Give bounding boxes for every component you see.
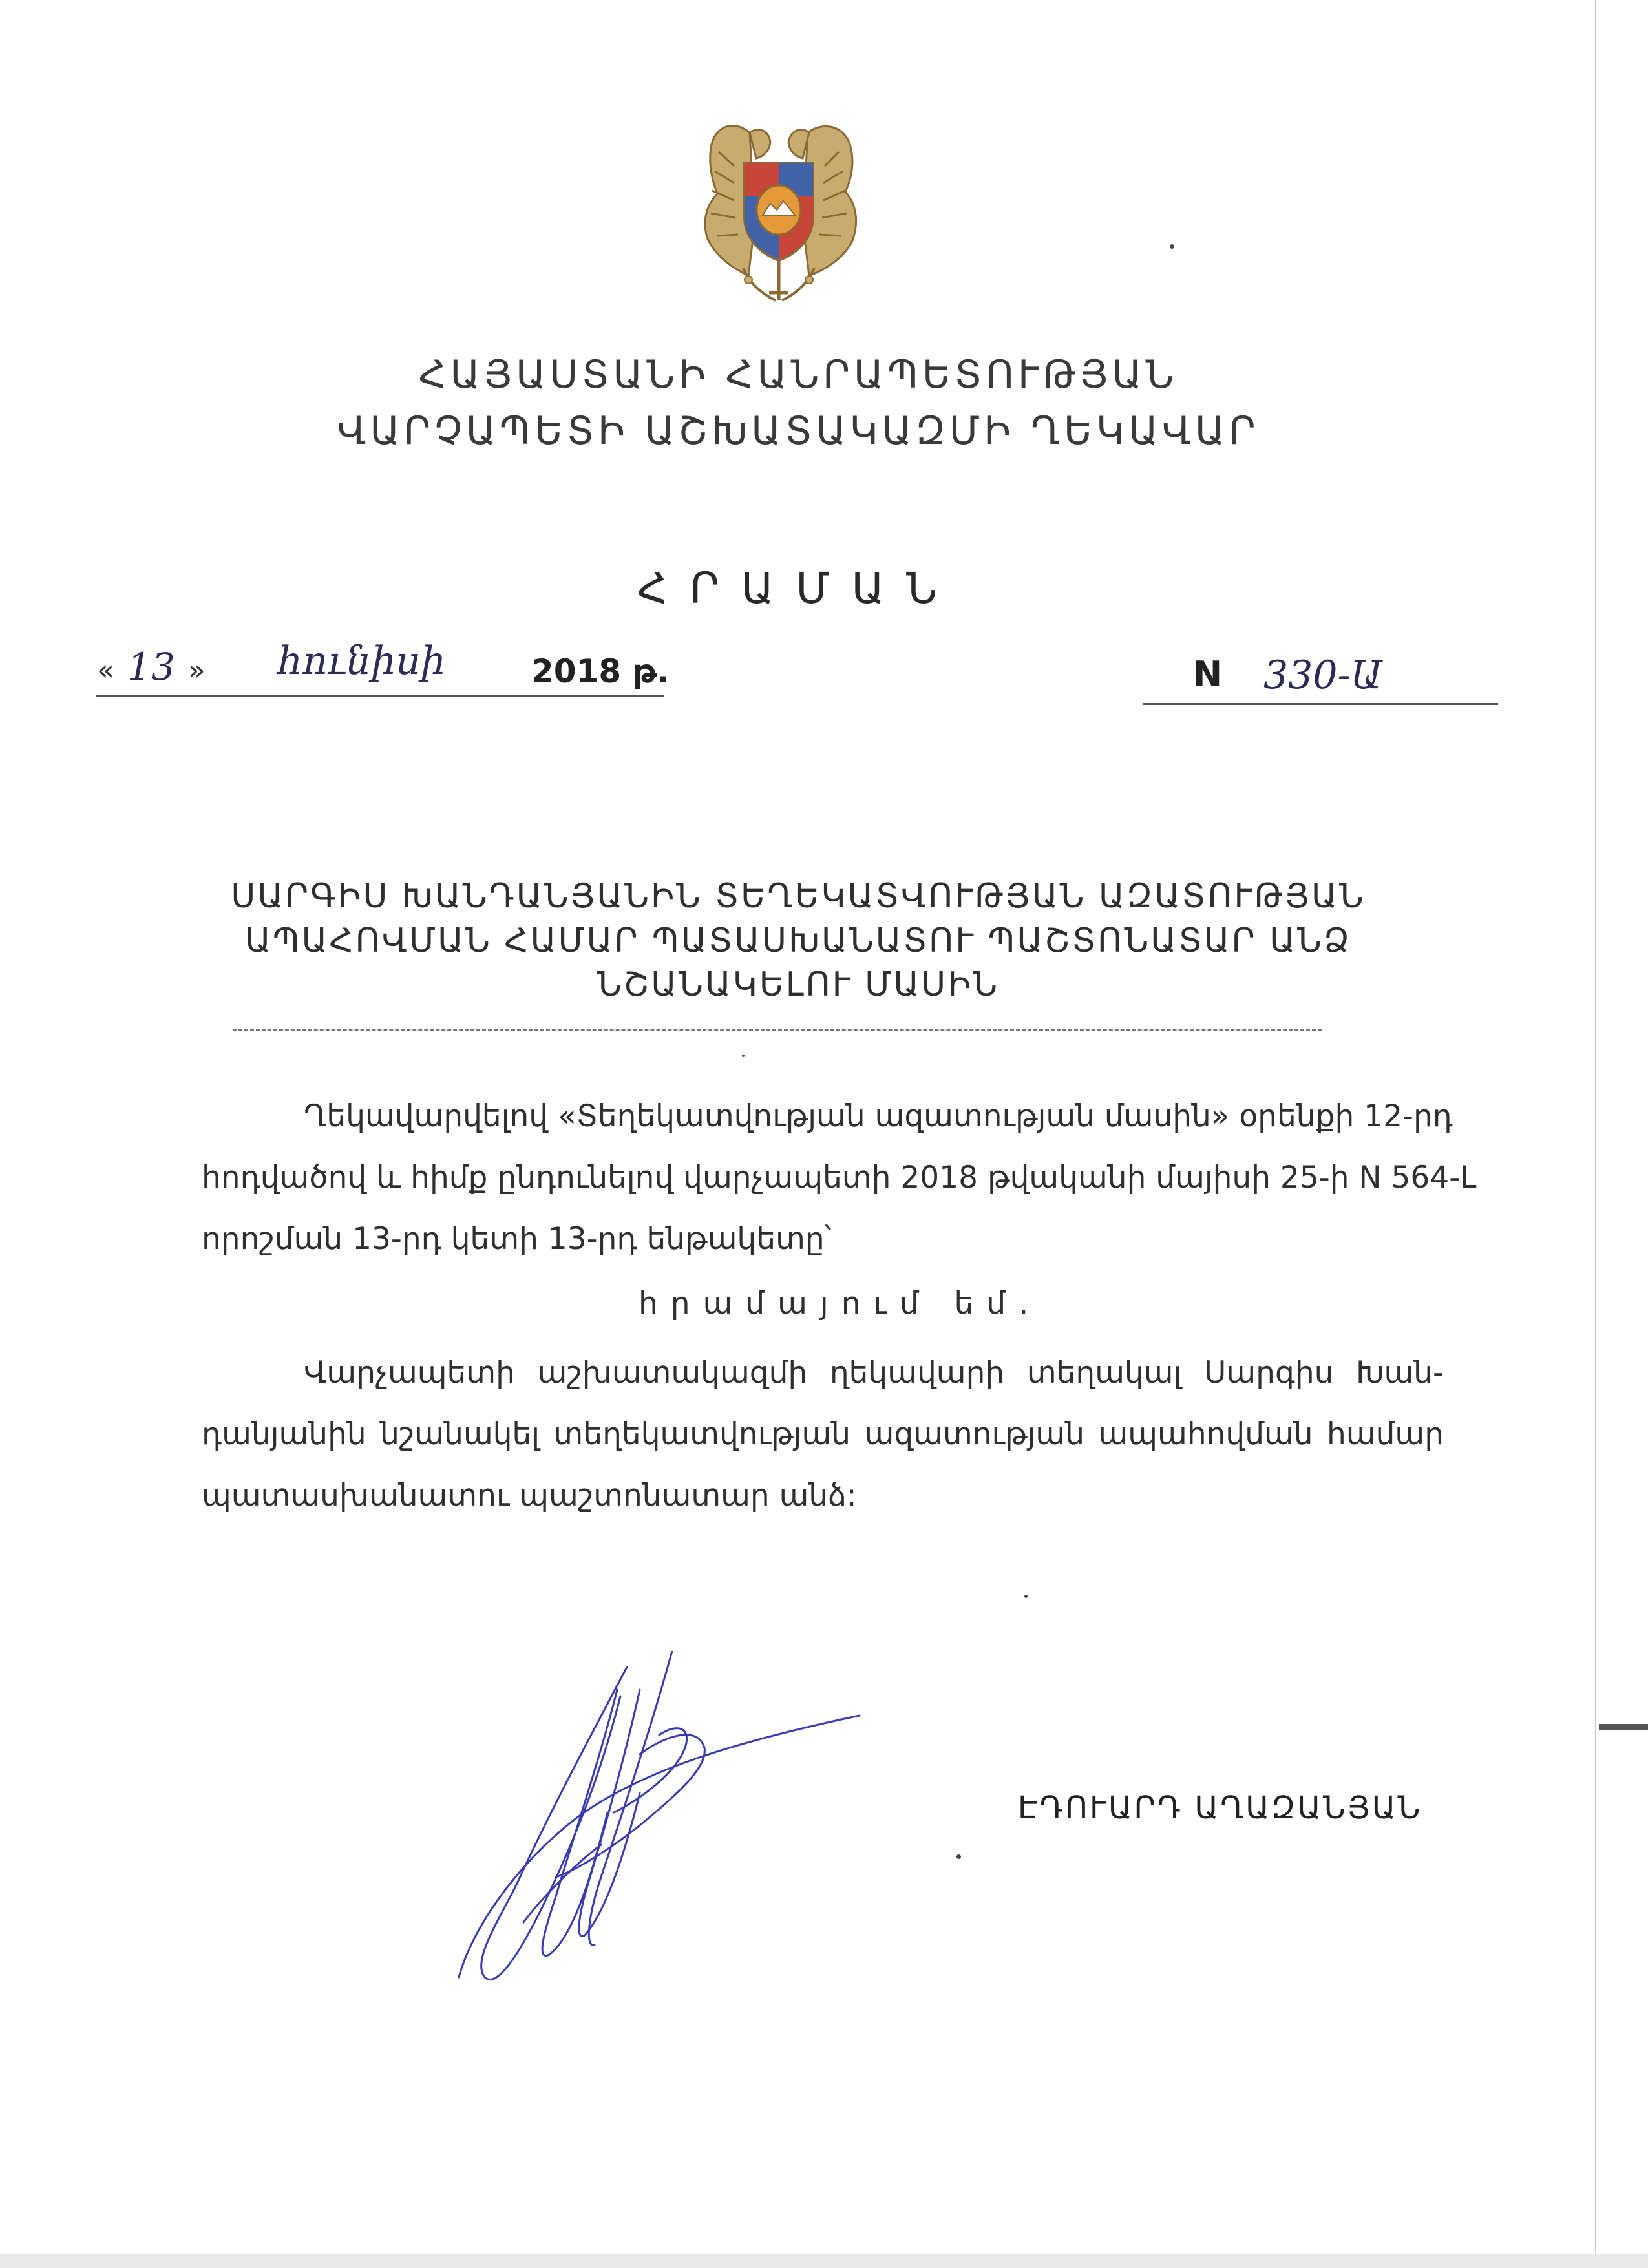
body-p2-line3: պատասխանատու պաշտոնատար անձ:: [202, 1478, 857, 1513]
order-word: հրամայում եմ.: [639, 1286, 1042, 1321]
scan-mark: [1599, 1724, 1648, 1730]
scan-edge-right: [1595, 0, 1596, 2268]
subject-line1: ՍԱՐԳԻՍ ԽԱՆԴԱՆՅԱՆԻՆ ՏԵՂԵԿԱՏՎՈՒԹՅԱՆ ԱԶԱՏՈՒԹՅԱՆ: [231, 877, 1366, 916]
body-p1-line2: հոդվածով և հիմք ընդունելով վարչապետի 2018 թվականի մայիսի 25-ի N 564-Լ: [202, 1160, 1477, 1195]
authority-title-line1: ՀԱՅԱՍՏԱՆԻ ՀԱՆՐԱՊԵՏՈՒԹՅԱՆ: [418, 352, 1178, 397]
document-number-handwritten: 330-Ա: [1263, 653, 1382, 698]
date-month-handwritten: հունիսի: [278, 638, 446, 684]
body-p1-line3: որոշման 13-րդ կետի 13-րդ ենթակետը՝: [202, 1221, 832, 1257]
scan-edge-bottom: [0, 2254, 1648, 2268]
document-type-title: ՀՐԱՄԱՆ: [637, 563, 960, 613]
scan-speck: [956, 1854, 961, 1859]
body-p2-line1: Վարչապետի աշխատակազմի ղեկավարի տեղակալ Սարգիս Խան-: [304, 1355, 1444, 1391]
subject-divider: [233, 1029, 1322, 1031]
authority-title-line2: ՎԱՐՉԱՊԵՏԻ ԱՇԽԱՏԱԿԱԶՄԻ ՂԵԿԱՎԱՐ: [337, 408, 1260, 454]
date-day: [97, 645, 206, 689]
signer-name: ԷԴՈՒԱՐԴ ԱՂԱԶԱՆՅԱՆ: [1018, 1790, 1422, 1826]
scan-speck: [742, 1055, 745, 1057]
document-number-label: N: [1193, 654, 1223, 695]
date-day-close-quote: »: [187, 654, 206, 687]
subject-line3: ՆՇԱՆԱԿԵԼՈՒ ՄԱՍԻՆ: [597, 965, 1000, 1004]
body-p1-line1: Ղեկավարվելով «Տեղեկատվության ազատության մասին» օրենքի 12-րդ: [304, 1098, 1453, 1134]
number-underline: [1143, 703, 1498, 705]
date-underline: [96, 695, 664, 697]
signature-icon: [446, 1651, 872, 1993]
date-day-handwritten: 13: [127, 645, 175, 689]
coat-of-arms-icon: [672, 107, 885, 320]
scan-speck: [1024, 1595, 1028, 1598]
body-p2-line2: դանյանին նշանակել տեղեկատվության ազատության ապահովման համար: [202, 1416, 1444, 1452]
scan-speck: [1170, 244, 1174, 249]
date-day-open-quote: «: [97, 654, 114, 687]
subject-line2: ԱՊԱՀՈՎՄԱՆ ՀԱՄԱՐ ՊԱՏԱՍԽԱՆԱՏՈՒ ՊԱՇՏՈՆԱՏԱՐ ԱՆՁ: [245, 921, 1351, 960]
date-year: 2018 թ.: [531, 653, 670, 690]
